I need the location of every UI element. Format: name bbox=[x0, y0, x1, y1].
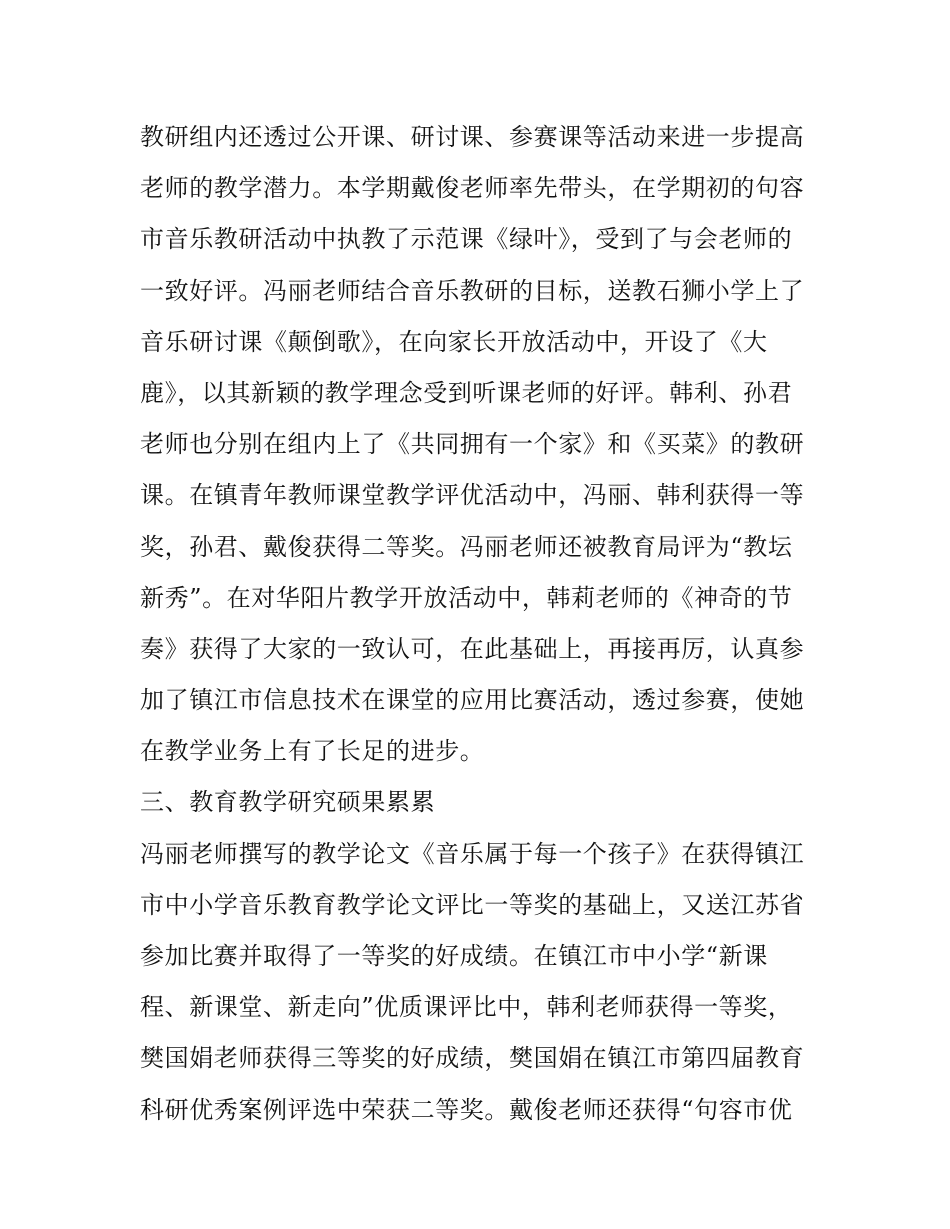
text-line: 奖，孙君、戴俊获得二等奖。冯丽老师还被教育局评为“教坛 bbox=[140, 532, 793, 561]
text-line: 老师也分别在组内上了《共同拥有一个家》和《买菜》的教研 bbox=[140, 430, 805, 459]
text-line: 市中小学音乐教育教学论文评比一等奖的基础上，又送江苏省 bbox=[140, 890, 805, 919]
text-line: 老师的教学潜力。本学期戴俊老师率先带头，在学期初的句容 bbox=[140, 174, 805, 203]
text-line: 樊国娟老师获得三等奖的好成绩，樊国娟在镇江市第四届教育 bbox=[140, 1044, 805, 1073]
text-line: 程、新课堂、新走向”优质课评比中，韩利老师获得一等奖， bbox=[140, 993, 793, 1022]
text-line: 一致好评。冯丽老师结合音乐教研的目标，送教石狮小学上了 bbox=[140, 276, 805, 305]
text-line: 鹿》，以其新颖的教学理念受到听课老师的好评。韩利、孙君 bbox=[140, 378, 793, 407]
section-heading: 三、教育教学研究硕果累累 bbox=[140, 788, 436, 817]
text-line: 参加比赛并取得了一等奖的好成绩。在镇江市中小学“新课 bbox=[140, 942, 768, 970]
text-line: 课。在镇青年教师课堂教学评优活动中，冯丽、韩利获得一等 bbox=[140, 481, 805, 510]
text-line: 新秀”。在对华阳片教学开放活动中，韩莉老师的《神奇的节 bbox=[140, 583, 793, 612]
text-line: 音乐研讨课《颠倒歌》，在向家长开放活动中，开设了《大 bbox=[140, 327, 768, 356]
text-line: 冯丽老师撰写的教学论文《音乐属于每一个孩子》在获得镇江 bbox=[140, 839, 805, 868]
text-line: 加了镇江市信息技术在课堂的应用比赛活动，透过参赛，使她 bbox=[140, 686, 805, 715]
text-line: 奏》获得了大家的一致认可，在此基础上，再接再厉，认真参 bbox=[140, 634, 805, 663]
text-line: 市音乐教研活动中执教了示范课《绿叶》，受到了与会老师的 bbox=[140, 225, 793, 254]
text-line: 科研优秀案例评选中荣获二等奖。戴俊老师还获得“句容市优 bbox=[140, 1095, 793, 1124]
body-text bbox=[140, 112, 820, 1136]
text-line: 在教学业务上有了长足的进步。 bbox=[140, 737, 485, 766]
text-line: 教研组内还透过公开课、研讨课、参赛课等活动来进一步提高 bbox=[140, 123, 805, 151]
